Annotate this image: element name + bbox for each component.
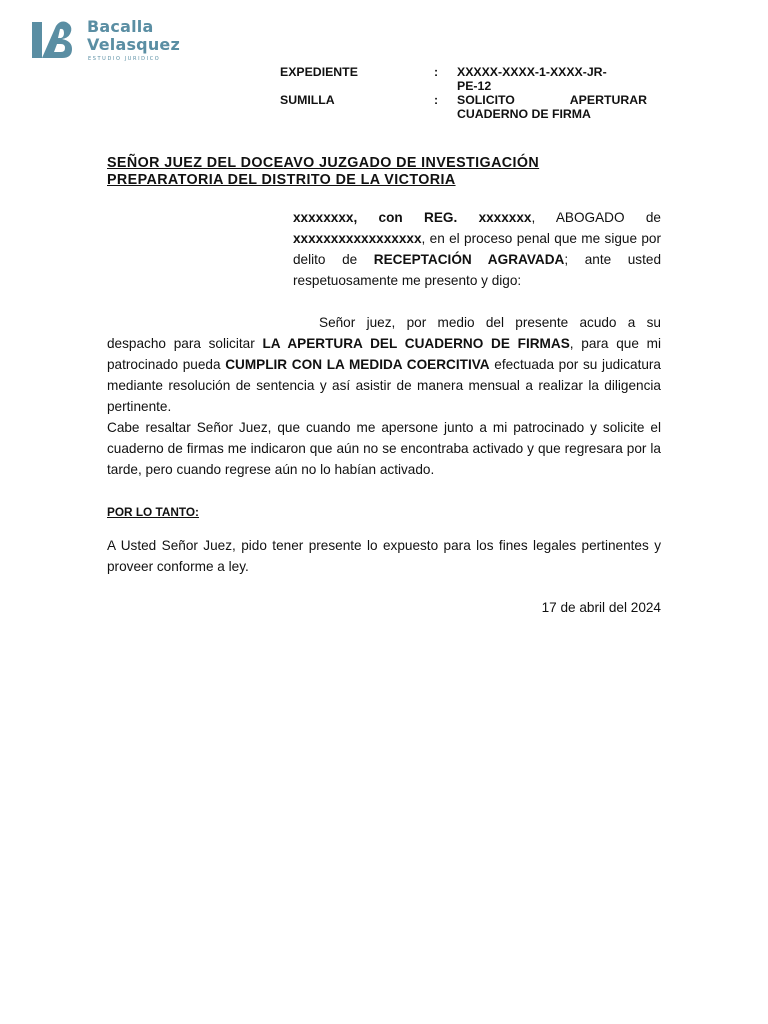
addressee-line1: SEÑOR JUEZ DEL DOCEAVO JUZGADO DE INVESTIGACIÓN (107, 155, 540, 171)
conclusion-paragraph: A Usted Señor Juez, pido tener presente lo expuesto para los fines legales pertinentes y proveer conforme a ley. (107, 538, 661, 574)
document-date: 17 de abril del 2024 (541, 600, 661, 615)
sumilla-value (457, 94, 647, 121)
request-paragraph (107, 313, 661, 418)
sumilla-row (280, 94, 660, 121)
intro-text-2: , en el proceso penal que me sigue por delito de (293, 230, 661, 267)
intro-text-3: ; ante usted respetuosamente me presento y digo: (293, 251, 662, 288)
sumilla-value-line1 (457, 94, 647, 108)
request-text-3: efectuada por su judicatura mediante resolución de sentencia y así asistir de manera mensual a realizar la diligencia pertinente. (107, 356, 661, 414)
expediente-colon: : (434, 65, 439, 79)
sumilla-word2: APERTURAR (569, 93, 647, 107)
firm-name-line2: Velasquez (87, 35, 180, 54)
crime-name: RECEPTACIÓN AGRAVADA (373, 251, 565, 267)
expediente-value-line1: XXXXX-XXXX-1-XXXX-JR- (457, 65, 607, 79)
bv-monogram-icon (30, 18, 76, 62)
expediente-label: EXPEDIENTE (280, 65, 358, 79)
sumilla-value-line2: CUADERNO DE FIRMA (457, 106, 591, 121)
intro-paragraph (293, 208, 661, 292)
firm-name (87, 18, 180, 54)
expediente-row (280, 66, 660, 93)
sumilla-word1: SOLICITO (457, 93, 515, 107)
expediente-value-line2: PE-12 (457, 78, 492, 93)
detail-paragraph: Cabe resaltar Señor Juez, que cuando me apersone junto a mi patrocinado y solicite el cuaderno de firmas me indicaron que aún no se encontraba activado y que regresara por la tarde, pero cuando regrese aún no lo habían activado. (107, 420, 661, 477)
attorney-name: xxxxxxxx, con REG. xxxxxxx (293, 210, 532, 225)
client-name: xxxxxxxxxxxxxxxxx (293, 230, 422, 246)
addressee-line2: PREPARATORIA DEL DISTRITO DE LA VICTORIA (107, 172, 456, 188)
sumilla-label: SUMILLA (280, 93, 335, 107)
intro-text-1: , ABOGADO de (531, 210, 661, 225)
firm-logo (30, 14, 180, 64)
request-bold-1: LA APERTURA DEL CUADERNO DE FIRMAS (262, 335, 570, 351)
firm-tagline: ESTUDIO JURIDICO (88, 56, 161, 62)
sumilla-colon: : (434, 93, 439, 107)
firm-name-line1: Bacalla (87, 17, 154, 36)
expediente-value (457, 66, 647, 93)
request-bold-2: CUMPLIR CON LA MEDIDA COERCITIVA (225, 356, 490, 372)
request-text-2: , para que mi patrocinado pueda (107, 335, 661, 372)
case-metadata (280, 66, 660, 121)
request-text-1: Señor juez, por medio del presente acudo a su despacho para solicitar (107, 315, 661, 351)
addressee-heading (107, 155, 661, 189)
conclusion-heading: POR LO TANTO: (107, 505, 199, 519)
